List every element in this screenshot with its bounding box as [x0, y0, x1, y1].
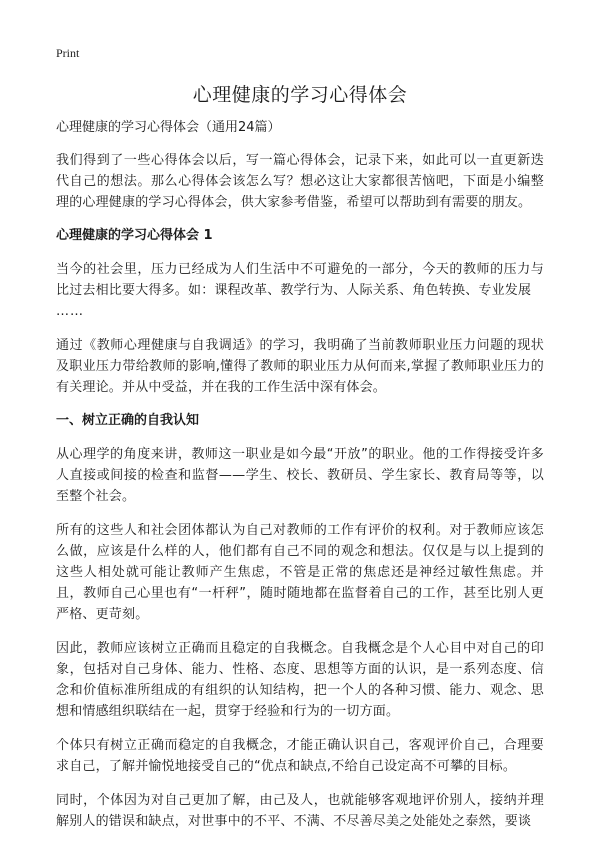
intro-paragraph: 我们得到了一些心得体会以后，写一篇心得体会，记录下来，如此可以一直更新迭代自己的想法。那么心得体会该怎么写？想必这让大家都很苦恼吧，下面是小编整理的心理健康的学习心得体会，供大家参考借鉴，希望可以帮助到有需要的朋友。 [56, 153, 544, 210]
section-heading-1: 心理健康的学习心得体会 1 [56, 228, 213, 243]
paragraph-5: 因此，教师应该树立正确而且稳定的自我概念。自我概念是个人心目中对自己的印象，包括对自己身体、能力、性格、态度、思想等方面的认识，是一系列态度、信念和价值标准所组成的有组织的认知结构，把一个人的各种习惯、能力、观念、思想和情感组织联结在一起，贯穿于经验和行为的一切方面。 [56, 641, 544, 719]
paragraph-1-text: 当今的社会里，压力已经成为人们生活中不可避免的一部分，今天的教师的压力与比过去相比要大得多。如：课程改革、教学行为、人际关系、角色转换、专业发展 [56, 262, 544, 298]
article-subtitle: 心理健康的学习心得体会（通用24篇） [56, 120, 281, 135]
paragraph-4: 所有的这些人和社会团体都认为自己对教师的工作有评价的权利。对于教师应该怎么做，应该是什么样的人，他们都有自己不同的观念和想法。仅仅是与以上提到的这些人相处就可能让教师产生焦虑，不管是正常的焦虑还是神经过敏性焦虑。并且，教师自己心里也有“一杆秤”，随时随地都在监督着自己的工作，甚至比别人更严格、更苛刻。 [56, 523, 544, 622]
print-link[interactable]: Print [56, 46, 80, 60]
paragraph-6: 个体只有树立正确而稳定的自我概念，才能正确认识自己，客观评价自己，合理要求自己，了解并愉悦地接受自己的“优点和缺点,不给自己设定高不可攀的目标。 [56, 738, 544, 774]
paragraph-3: 从心理学的角度来讲，教师这一职业是如今最“开放”的职业。他的工作得接受许多人直接或间接的检查和监督——学生、校长、教研员、学生家长、教育局等等，以至整个社会。 [56, 447, 544, 504]
paragraph-1 [56, 259, 544, 322]
paragraph-1-ellipsis: …… [56, 304, 84, 319]
paragraph-7: 同时，个体因为对自己更加了解，由己及人，也就能够客观地评价别人，接纳并理解别人的错误和缺点，对世事中的不平、不满、不尽善尽美之处能处之泰然，要谈 [56, 793, 544, 829]
page-title: 心理健康的学习心得体会 [192, 84, 408, 106]
article-body [56, 118, 544, 845]
section-heading-2: 一、树立正确的自我认知 [56, 413, 200, 428]
paragraph-2: 通过《教师心理健康与自我调适》的学习，我明确了当前教师职业压力问题的现状及职业压力带给教师的影响,懂得了教师的职业压力从何而来,掌握了教师职业压力的有关理论。并从中受益，并在我的工作生活中深有体会。 [56, 338, 544, 395]
